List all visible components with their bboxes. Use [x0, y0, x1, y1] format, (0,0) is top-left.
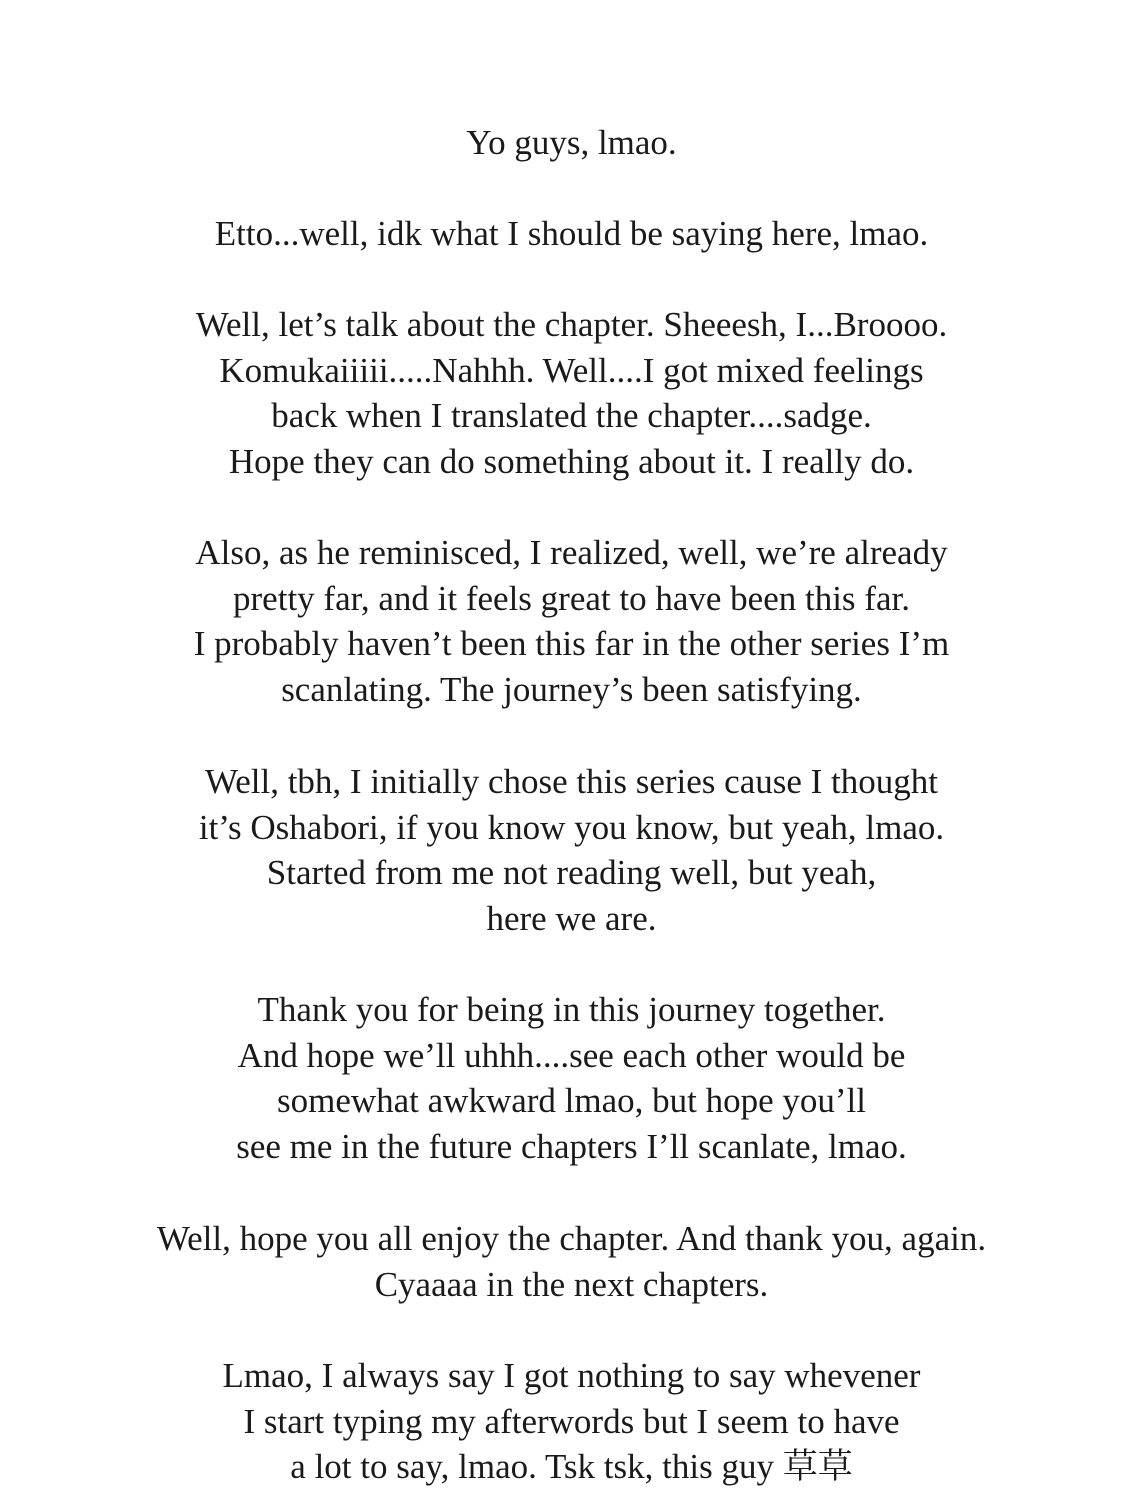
- text-line: scanlating. The journey’s been satisfying.: [281, 670, 862, 710]
- paragraph-greeting: [0, 120, 1143, 166]
- paragraph-series-choice: [0, 759, 1143, 942]
- text-line: back when I translated the chapter....sadge.: [271, 396, 872, 436]
- text-line: I probably haven’t been this far in the other series I’m: [193, 624, 950, 664]
- paragraph-thanks: [0, 987, 1143, 1170]
- text-line: somewhat awkward lmao, but hope you’ll: [276, 1081, 867, 1121]
- text-line: And hope we’ll uhhh....see each other would be: [237, 1035, 906, 1075]
- paragraph-farewell: [0, 1216, 1143, 1307]
- text-line: Cyaaaa in the next chapters.: [374, 1264, 769, 1304]
- text-line: pretty far, and it feels great to have been this far.: [233, 578, 910, 618]
- text-line: Well, hope you all enjoy the chapter. And thank you, again.: [156, 1219, 987, 1258]
- text-line: it’s Oshabori, if you know you know, but yeah, lmao.: [198, 807, 945, 847]
- text-line: see me in the future chapters I’ll scanlate, lmao.: [236, 1127, 907, 1167]
- paragraph-chapter-thoughts: [0, 302, 1143, 485]
- text-line: Started from me not reading well, but yeah,: [266, 853, 877, 893]
- text-line: Hope they can do something about it. I really do.: [228, 442, 915, 482]
- text-line: Well, tbh, I initially chose this series cause I thought: [204, 762, 938, 801]
- text-line: I start typing my afterwords but I seem to have: [243, 1401, 900, 1441]
- text-line: Etto...well, idk what I should be saying here, lmao.: [214, 214, 929, 253]
- paragraph-closing: [0, 1353, 1143, 1490]
- text-line: Also, as he reminisced, I realized, well, we’re already: [195, 533, 948, 572]
- text-line: Thank you for being in this journey together.: [257, 990, 886, 1029]
- text-line: Well, let’s talk about the chapter. Sheeesh, I...Broooo.: [195, 305, 948, 344]
- text-line: Yo guys, lmao.: [466, 123, 677, 162]
- text-line: here we are.: [486, 899, 657, 939]
- text-line: Lmao, I always say I got nothing to say whevener: [222, 1356, 921, 1395]
- text-line: Komukaiiiii.....Nahhh. Well....I got mixed feelings: [219, 350, 924, 390]
- paragraph-intro: [0, 211, 1143, 257]
- paragraph-journey: [0, 530, 1143, 713]
- text-line: a lot to say, lmao. Tsk tsk, this guy 草草: [290, 1447, 853, 1487]
